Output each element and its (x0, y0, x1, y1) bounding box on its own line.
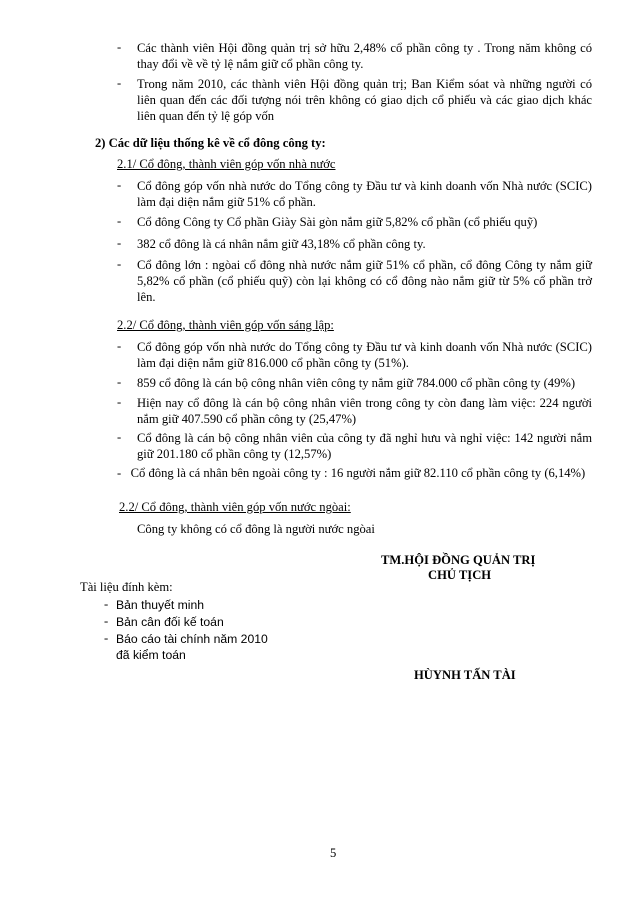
list-item: Cổ đông lớn : ngòai cổ đông nhà nước nắm giữ 51% cổ phần, cổ đông Công ty nắm giữ 5,82% cổ phần (cổ phiếu quỹ) còn lại không có cổ đông nào nắm giữ từ 5% cổ phần trở lên. (137, 258, 592, 304)
subsection-heading: 2.1/ Cổ đông, thành viên góp vốn nhà nước (117, 157, 336, 171)
bullet-dash: - (117, 430, 122, 444)
section-title: 2) Các dữ liệu thống kê về cổ đông công ty: (95, 136, 326, 150)
bullet-dash: - (117, 395, 122, 409)
list-item: 382 cổ đông là cá nhân nắm giữ 43,18% cổ phần công ty. (137, 237, 426, 251)
list-item (117, 465, 592, 481)
bullet-dash: - (117, 236, 122, 250)
attachments-label: Tài liệu đính kèm: (80, 580, 173, 594)
bullet-dash: - (117, 178, 122, 192)
bullet-dash: - (117, 40, 122, 54)
list-item: 859 cổ đông là cán bộ công nhân viên công ty nắm giữ 784.000 cổ phần công ty (49%) (137, 376, 576, 390)
list-item-text: Cổ đông là cá nhân bên ngoài công ty : 16 người nắm giữ 82.110 cổ phần công ty (6,14%) (130, 466, 586, 480)
bullet-dash: - (104, 614, 109, 628)
signature-role: CHỦ TỊCH (428, 568, 492, 582)
bullet-dash: - (117, 339, 122, 353)
subsection-heading: 2.2/ Cổ đông, thành viên góp vốn sáng lập: (117, 318, 334, 332)
signer-name: HÙYNH TẤN TÀI (414, 668, 516, 682)
bullet-dash: - (117, 76, 122, 90)
page-number: 5 (330, 846, 337, 860)
attachment-item: Bản cân đối kế toán (116, 615, 224, 629)
paragraph: Công ty không có cổ đông là người nước ngòai (137, 522, 375, 536)
bullet-dash: - (104, 597, 109, 611)
bullet-dash: - (117, 214, 122, 228)
bullet-dash: - (104, 631, 109, 645)
paragraph: Các thành viên Hội đồng quản trị sở hữu 2,48% cổ phần công ty . Trong năm không có thay đổi về về tỷ lệ nắm giữ cổ phần công ty. (137, 41, 592, 71)
bullet-dash: - (117, 375, 122, 389)
list-item: Cổ đông Công ty Cổ phần Giày Sài gòn nắm giữ 5,82% cổ phần (cổ phiếu quỹ) (137, 215, 538, 229)
list-item: Cổ đông là cán bộ công nhân viên của công ty đã nghỉ hưu và nghỉ việc: 142 người nắm giữ 201.180 cổ phần công ty (12,57%) (137, 431, 592, 461)
attachment-note: đã kiểm toán (116, 648, 186, 662)
list-item: Cổ đông góp vốn nhà nước do Tổng công ty Đầu tư và kinh doanh vốn Nhà nước (SCIC) làm đại diện nắm giữ 816.000 cổ phần công ty (51%). (137, 340, 592, 370)
attachment-item: Báo cáo tài chính năm 2010 (116, 632, 268, 646)
subsection-heading: 2.2/ Cổ đông, thành viên góp vốn nước ngòai: (119, 500, 351, 514)
bullet-dash: - (117, 466, 131, 480)
list-item: Cổ đông góp vốn nhà nước do Tổng công ty Đầu tư và kinh doanh vốn Nhà nước (SCIC) làm đại diện nắm giữ 51% cổ phần. (137, 179, 592, 209)
list-item: Hiện nay cổ đông là cán bộ công nhân viên trong công ty còn đang làm việc: 224 người nắm giữ 407.590 cổ phần công ty (25,47%) (137, 396, 592, 426)
signature-title: TM.HỘI ĐỒNG QUẢN TRỊ (381, 553, 536, 567)
attachment-item: Bản thuyết minh (116, 598, 205, 612)
paragraph: Trong năm 2010, các thành viên Hội đồng quản trị; Ban Kiểm sóat và những người có liên quan đến các đối tượng nói trên không có giao dịch cổ phiếu và các giao dịch khác liên quan đến tỷ lệ góp vốn (137, 77, 592, 123)
bullet-dash: - (117, 257, 122, 271)
